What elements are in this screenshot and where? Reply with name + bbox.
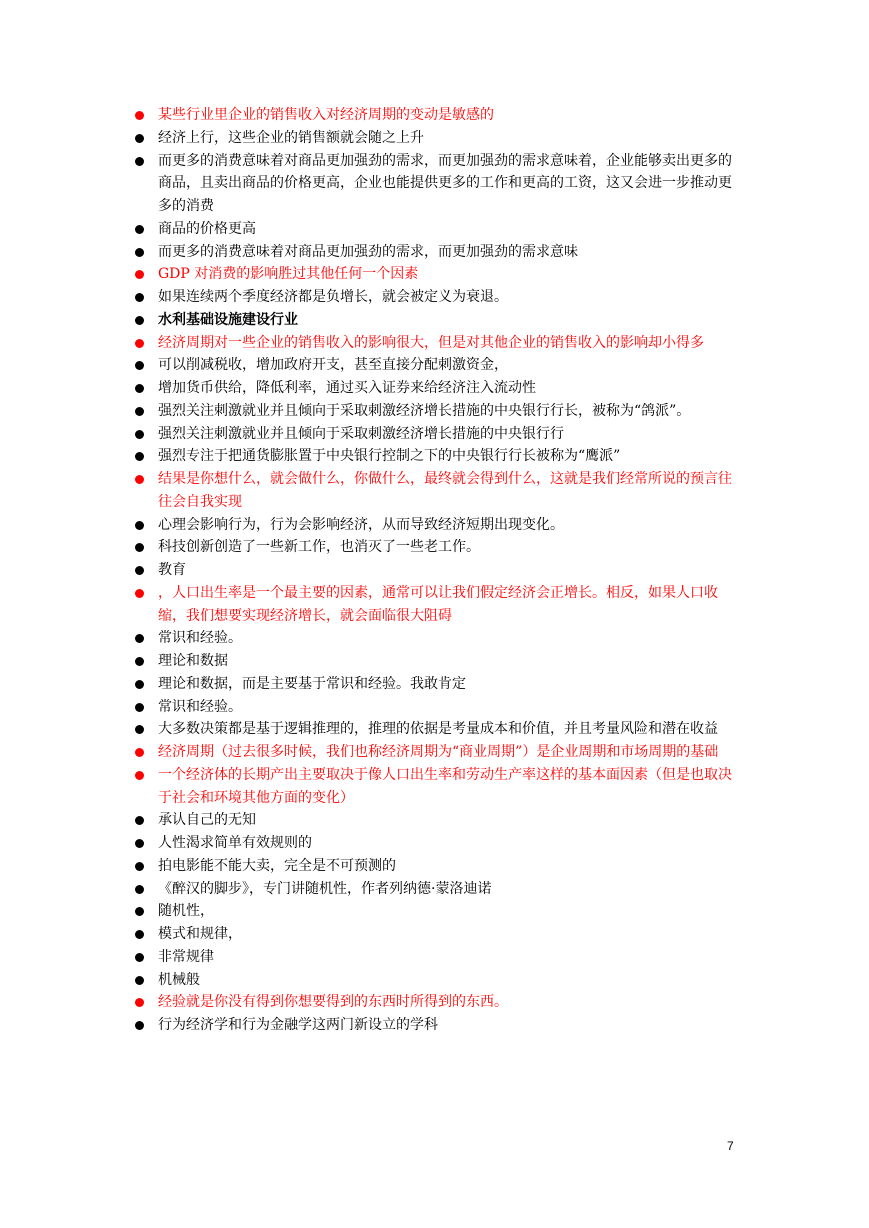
bullet-icon xyxy=(135,384,144,393)
list-item xyxy=(131,809,741,832)
list-item xyxy=(131,946,741,969)
list-item-text: 而更多的消费意味着对商品更加强劲的需求，而更加强劲的需求意味着，企业能够卖出更多的商品，且卖出商品的价格更高，企业也能提供更多的工作和更高的工资，这又会进一步推动更多的消费 xyxy=(158,152,732,214)
bullet-icon xyxy=(135,521,144,530)
list-item-text: 人性渴求简单有效规则的 xyxy=(158,835,312,851)
list-item-text: 可以削减税收，增加政府开支，甚至直接分配刺激资金， xyxy=(158,357,508,374)
bullet-icon xyxy=(135,976,144,985)
bullet-icon xyxy=(135,930,144,939)
bullet-icon xyxy=(135,589,144,598)
list-item xyxy=(131,150,741,218)
list-item xyxy=(131,354,741,377)
list-item-text: 一个经济体的长期产出主要取决于像人口出生率和劳动生产率这样的基本面因素（但是也取决于社会和环境其他方面的变化） xyxy=(158,766,732,806)
bullet-icon xyxy=(135,771,144,780)
list-item xyxy=(131,536,741,559)
bullet-icon xyxy=(135,998,144,1007)
bullet-icon xyxy=(135,248,144,257)
list-item xyxy=(131,309,741,332)
list-item-text: 商品的价格更高 xyxy=(158,220,256,237)
list-item-text: 水利基础设施建设行业 xyxy=(158,311,298,328)
bullet-icon xyxy=(135,1021,144,1030)
bullet-icon xyxy=(135,157,144,166)
list-item-text: 经济周期（过去很多时候，我们也称经济周期为“商业周期”）是企业周期和市场周期的基础 xyxy=(158,744,719,760)
list-item xyxy=(131,241,741,264)
list-item xyxy=(131,764,741,810)
bullet-icon xyxy=(135,225,144,234)
list-item-text: 承认自己的无知 xyxy=(158,812,256,829)
bullet-icon xyxy=(135,316,144,325)
bullet-icon xyxy=(135,907,144,916)
bullet-icon xyxy=(135,839,144,848)
list-item-text: 强烈关注刺激就业并且倾向于采取刺激经济增长措施的中央银行行 xyxy=(158,425,564,442)
list-item xyxy=(131,127,741,150)
bullet-icon xyxy=(135,816,144,825)
bullet-icon xyxy=(135,407,144,416)
list-item-text: 拍电影能不能大卖，完全是不可预测的 xyxy=(158,857,396,874)
list-item-text: 常识和经验。 xyxy=(158,698,242,715)
list-item-text: 增加货币供给，降低利率，通过买入证券来给经济注入流动性 xyxy=(158,380,536,396)
bullet-icon xyxy=(135,862,144,871)
bullet-icon xyxy=(135,566,144,575)
bullet-icon xyxy=(135,657,144,666)
bullet-icon xyxy=(135,725,144,734)
list-item xyxy=(131,400,741,423)
list-item-text: 模式和规律， xyxy=(158,926,242,942)
list-item-text: ，人口出生率是一个最主要的因素，通常可以让我们假定经济会正增长。相反，如果人口收缩，我们想要实现经济增长，就会面临很大阻碍 xyxy=(158,584,718,624)
bullet-list xyxy=(131,104,741,1037)
bullet-icon xyxy=(135,430,144,439)
list-item-text: 大多数决策都是基于逻辑推理的，推理的依据是考量成本和价值，并且考量风险和潜在收益 xyxy=(158,721,718,738)
list-item-text: 机械般 xyxy=(158,971,200,988)
list-item-text: 行为经济学和行为金融学这两门新设立的学科 xyxy=(158,1017,438,1033)
bullet-icon xyxy=(135,475,144,484)
list-item-text: 经济周期对一些企业的销售收入的影响很大，但是对其他企业的销售收入的影响却小得多 xyxy=(158,334,704,351)
list-item xyxy=(131,923,741,946)
list-item xyxy=(131,559,741,582)
list-item xyxy=(131,332,741,355)
list-item xyxy=(131,468,741,514)
list-item xyxy=(131,696,741,719)
list-item xyxy=(131,104,741,127)
list-item xyxy=(131,969,741,992)
list-item-text: 心理会影响行为，行为会影响经济，从而导致经济短期出现变化。 xyxy=(158,516,564,533)
list-item xyxy=(131,878,741,901)
bullet-icon xyxy=(135,634,144,643)
list-item xyxy=(131,1014,741,1037)
list-item-text: 强烈关注刺激就业并且倾向于采取刺激经济增长措施的中央银行行长，被称为“鸽派”。 xyxy=(158,402,691,419)
bullet-icon xyxy=(135,339,144,348)
list-item-text: GDP 对消费的影响胜过其他任何一个因素 xyxy=(158,266,419,283)
list-item-text: 经济上行，这些企业的销售额就会随之上升 xyxy=(158,129,424,146)
list-item xyxy=(131,900,741,923)
bullet-icon xyxy=(135,748,144,757)
bullet-icon xyxy=(135,361,144,370)
list-item xyxy=(131,582,741,628)
list-item xyxy=(131,650,741,673)
list-item-text: 理论和数据，而是主要基于常识和经验。我敢肯定 xyxy=(158,675,466,692)
list-item xyxy=(131,377,741,400)
bullet-icon xyxy=(135,680,144,689)
list-item xyxy=(131,991,741,1014)
list-item xyxy=(131,718,741,741)
list-item xyxy=(131,286,741,309)
list-item-text: 经验就是你没有得到你想要得到的东西时所得到的东西。 xyxy=(158,994,508,1011)
list-item-text: 科技创新创造了一些新工作，也消灭了一些老工作。 xyxy=(158,539,480,556)
list-item-text: 非常规律 xyxy=(158,948,214,965)
bullet-icon xyxy=(135,111,144,120)
list-item xyxy=(131,855,741,878)
bullet-icon xyxy=(135,543,144,552)
list-item-text: 结果是你想什么，就会做什么，你做什么，最终就会得到什么，这就是我们经常所说的预言往往会自我实现 xyxy=(158,471,732,510)
list-item xyxy=(131,423,741,446)
list-item xyxy=(131,741,741,764)
bullet-icon xyxy=(135,270,144,279)
list-item-text: 理论和数据 xyxy=(158,653,228,669)
bullet-icon xyxy=(135,953,144,962)
list-item-text: 某些行业里企业的销售收入对经济周期的变动是敏感的 xyxy=(158,107,494,123)
list-item xyxy=(131,445,741,468)
list-item xyxy=(131,627,741,650)
list-item xyxy=(131,263,741,286)
list-item-text: 《醉汉的脚步》，专门讲随机性，作者列纳德·蒙洛迪诺 xyxy=(158,880,492,897)
list-item xyxy=(131,673,741,696)
bullet-icon xyxy=(135,134,144,143)
list-item-text: 如果连续两个季度经济都是负增长，就会被定义为衰退。 xyxy=(158,289,508,305)
list-item xyxy=(131,832,741,855)
list-item xyxy=(131,218,741,241)
list-item-text: 常识和经验。 xyxy=(158,630,242,647)
list-item-text: 而更多的消费意味着对商品更加强劲的需求，而更加强劲的需求意味 xyxy=(158,243,578,260)
list-item-text: 随机性， xyxy=(158,903,214,920)
bullet-icon xyxy=(135,885,144,894)
bullet-icon xyxy=(135,293,144,302)
list-item xyxy=(131,514,741,537)
bullet-icon xyxy=(135,703,144,712)
list-item-text: 教育 xyxy=(158,562,186,578)
list-item-text: 强烈专注于把通货膨胀置于中央银行控制之下的中央银行行长被称为“鹰派” xyxy=(158,448,621,465)
page-number: 7 xyxy=(727,1139,734,1153)
bullet-icon xyxy=(135,452,144,461)
